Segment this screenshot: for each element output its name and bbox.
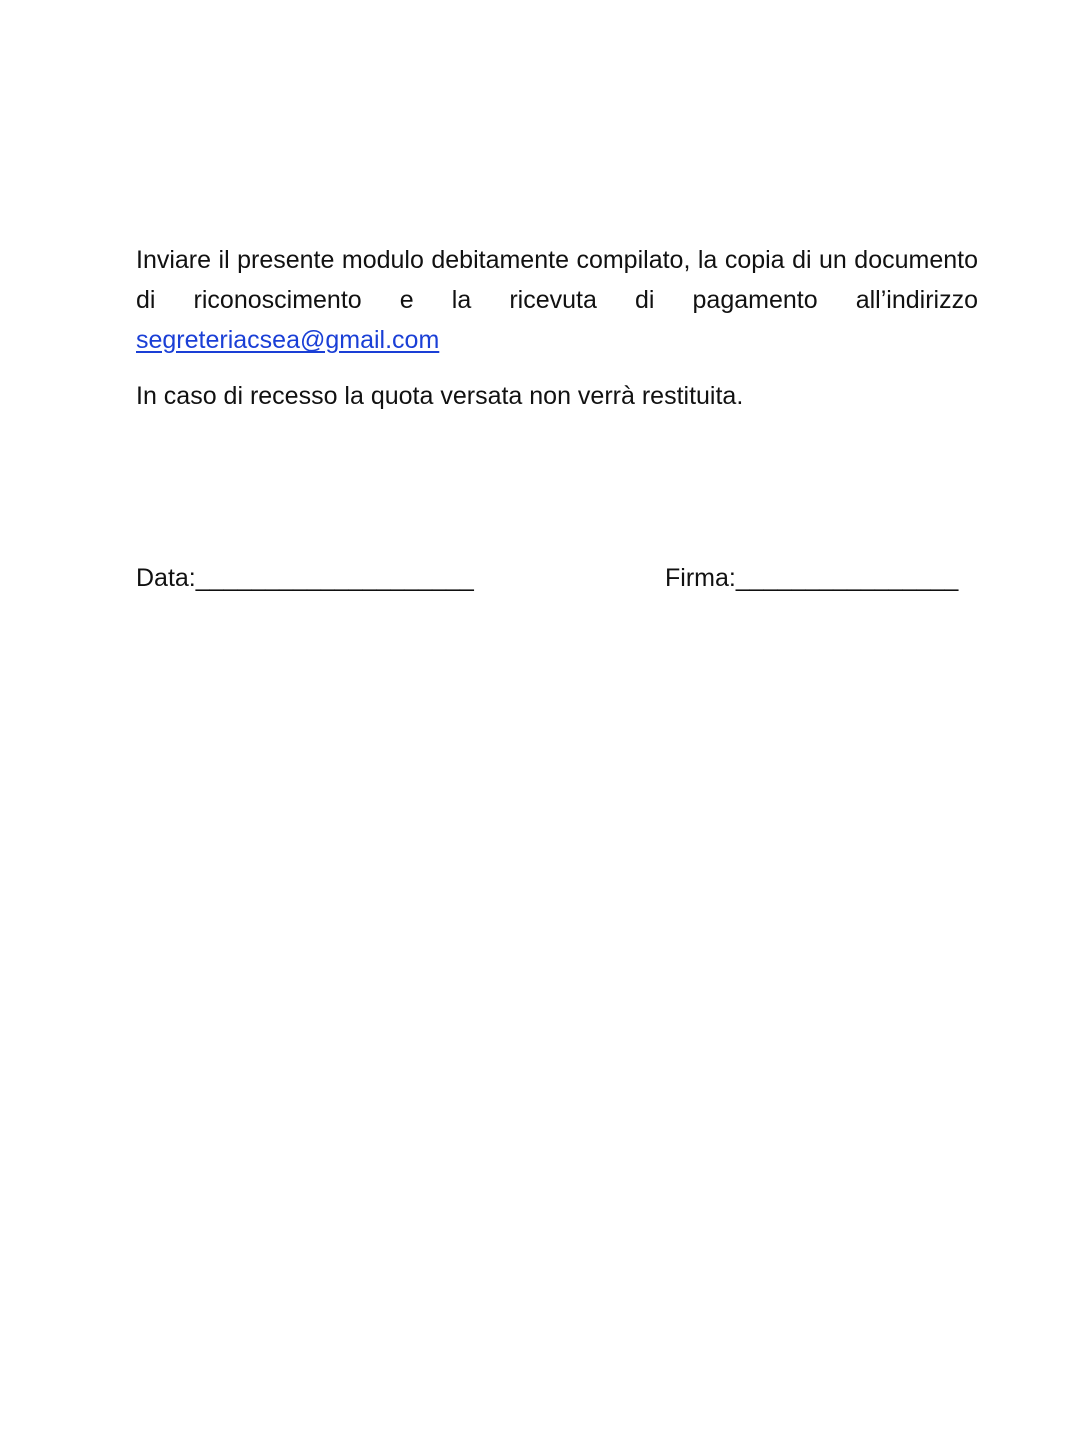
date-field: Data:____________________ <box>136 564 474 592</box>
email-link[interactable]: segreteriacsea@gmail.com <box>136 326 440 354</box>
refund-notice: In caso di recesso la quota versata non verrà restituita. <box>136 382 744 410</box>
instructions-paragraph <box>136 240 978 360</box>
instructions-text: Inviare il presente modulo debitamente compilato, la copia di un documento di riconoscimento e la ricevuta di pagamento all’indirizzo <box>136 246 978 314</box>
document-body <box>136 240 978 416</box>
signature-field: Firma:________________ <box>665 564 959 592</box>
